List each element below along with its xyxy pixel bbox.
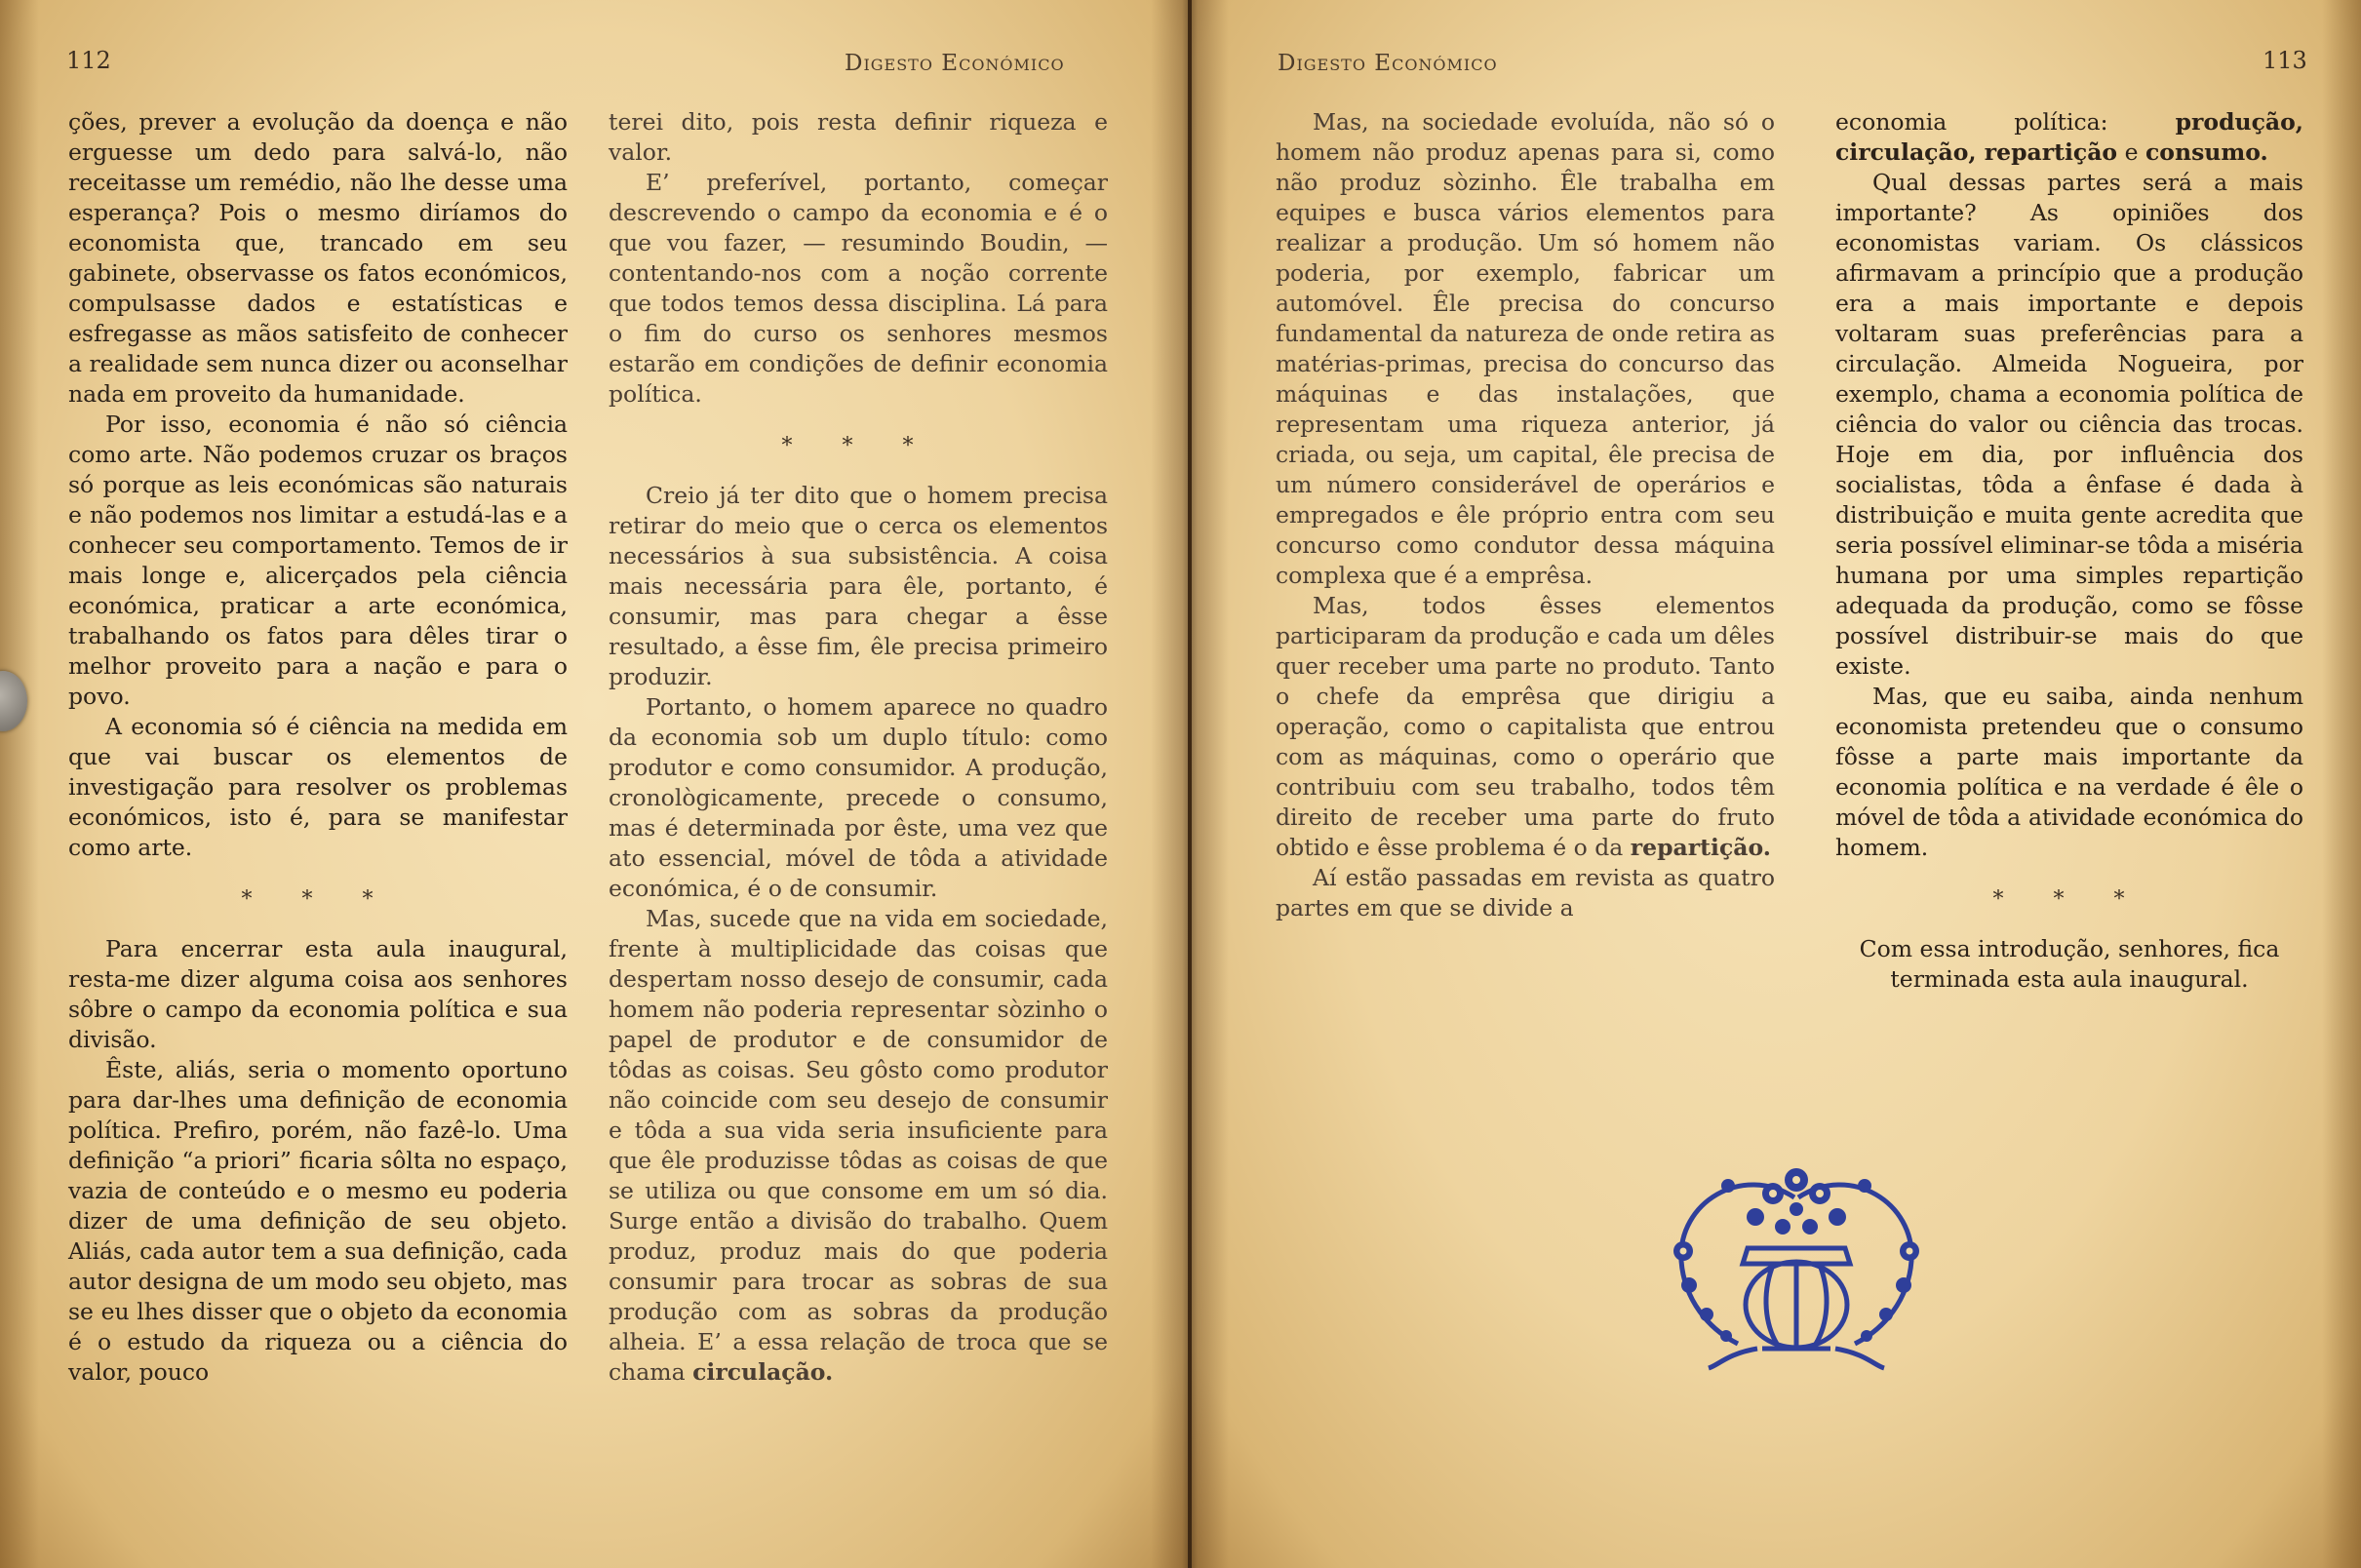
page-edge-shadow [2322,0,2361,1568]
paragraph: Mas, na sociedade evoluída, não só o homem não produz apenas para si, como não produz sòzinho. Êle trabalha em equipes e busca vários elementos para realizar a produção. Um só homem não poderia, por exemplo, fabricar um automóvel. Êle precisa do concurso fundamental da natureza de onde retira as matérias-primas, precisa do concurso das máquinas e das instalações, que representam uma riqueza anterior, já criada, ou seja, um capital, êle precisa de um número considerável de operários e empregados e êle próprio entra com seu concurso como condutor dessa máquina complexa que é a emprêsa. [1276,108,1775,589]
paragraph [1276,591,1775,863]
paragraph: Êste, aliás, seria o momento oportuno para dar-lhes uma definição de economia política. Prefiro, porém, não fazê-lo. Uma definição “a priori” ficaria sôlta no espaço, vazia de conteúdo e o mesmo eu poderia dizer de uma definição de seu objeto. Aliás, cada autor tem a sua definição, cada autor designa de um modo seu objeto, mas se eu lhes disser que o objeto da economia é o estudo da riqueza ou a ciência do valor, pouco [68,1056,568,1386]
bold-term: repartição. [1630,834,1771,861]
closing-paragraph: Com essa introdução, senhores, fica terminada esta aula inaugural. [1859,935,2280,993]
paragraph: Para encerrar esta aula inaugural, resta-me dizer alguma coisa aos senhores sôbre o campo da economia política e sua divisão. [68,935,568,1053]
paragraph: Mas, que eu saiba, ainda nenhum economista pretendeu que o consumo fôsse a parte mais importante da economia política e na verdade é êle o móvel de tôda a atividade económica do homem. [1835,683,2303,861]
paragraph: ções, prever a evolução da doença e não erguesse um dedo para salvá-lo, não receitasse um remédio, não lhe desse uma esperança? Pois o mesmo diríamos do economista que, trancado em seu gabinete, observasse os fatos económicos, compulsasse dados e estatísticas e esfregasse as mãos satisfeito de conhecer a realidade sem nunca dizer ou aconselhar nada em proveito da humanidade. [68,108,568,408]
left-page-column-2 [609,107,1108,1388]
section-separator: * * * [241,887,395,912]
book-gutter [1151,0,1229,1568]
left-page-column-1 [68,107,568,1388]
section-separator: * * * [1992,887,2146,912]
bold-term: consumo. [2145,138,2268,166]
running-head-left: Digesto Económico [845,51,1065,76]
page-number-right: 113 [2263,47,2307,74]
paragraph [1835,107,2303,168]
paragraph-text: economia política: [1835,108,2108,136]
paragraph: terei dito, pois resta definir riqueza e valor. [609,108,1108,166]
page-edge-shadow [0,0,39,1568]
paragraph: A economia só é ciência na medida em que vai buscar os elementos de investigação para resolver os problemas económicos, isto é, para se manifestar como arte. [68,713,568,861]
paragraph: Por isso, economia é não só ciência como arte. Não podemos cruzar os braços só porque as leis económicas são naturais e não podemos nos limitar a estudá-las e a conhecer seu comportamento. Temos de ir mais longe e, alicerçados pela ciência económica, praticar a arte económica, trabalhando os fatos para dêles tirar o melhor proveito para a nação e para o povo. [68,411,568,710]
page-number-left: 112 [66,47,111,74]
paragraph: Portanto, o homem aparece no quadro da economia sob um duplo título: como produtor e como consumidor. A produção, cronològicamente, precede o consumo, mas é determinada por êste, uma vez que ato essencial, móvel de tôda a atividade económica, é o de consumir. [609,693,1108,902]
paragraph: Aí estão passadas em revista as quatro partes em que se divide a [1276,864,1775,921]
paragraph-text: Mas, todos êsses elementos participaram da produção e cada um dêles quer receber uma parte no produto. Tanto o chefe da emprêsa que dirigiu a operação, como o capitalista que entrou com as máquinas, como o operário que contribuiu com seu trabalho, todos têm direito de receber uma parte do fruto obtido e êsse problema é o da [1276,592,1775,861]
paragraph: Qual dessas partes será a mais importante? As opiniões dos economistas variam. Os clássicos afirmavam a princípio que a produção era a mais importante e depois voltaram suas preferências para a circulação. Almeida Nogueira, por exemplo, chama a economia política de ciência do valor ou ciência das trocas. Hoje em dia, por influência dos socialistas, tôda a ênfase é dada à distribuição e muita gente acredita que seria possível eliminar-se tôda a miséria humana por uma simples repartição adequada da produção, como se fôsse possível distribuir-se mais do que existe. [1835,169,2303,680]
right-page-column-1 [1276,107,1775,923]
running-head-right: Digesto Económico [1278,51,1498,76]
flower-vase-ornament-icon [1650,1158,1943,1373]
paragraph-text: Mas, sucede que na vida em sociedade, frente à multiplicidade das coisas que despertam nosso desejo de consumir, cada homem não poderia representar sòzinho o papel de produtor e de consumidor de tôdas as coisas. Seu gôsto como produtor não coincide com seu desejo de consumir e tôda a sua vida seria insuficiente para que êle produzisse tôdas as coisas de que se utiliza ou que consome em um só dia. Surge então a divisão do trabalho. Quem produz, produz mais do que poderia consumir para trocar as sobras de sua produção com as sobras da produção alheia. E’ a essa relação de troca que se chama [609,905,1108,1386]
bold-term: circulação. [692,1358,834,1386]
paragraph: Creio já ter dito que o homem precisa retirar do meio que o cerca os elementos necessários à sua subsistência. A coisa mais necessária para êle, portanto, é consumir, mas para chegar a êsse resultado, a êsse fim, êle precisa primeiro produzir. [609,482,1108,690]
section-separator: * * * [781,434,935,458]
paragraph-text: e [2124,138,2139,166]
bold-term: produção, circulação, repartição [1835,108,2303,166]
right-page [1192,0,2361,1568]
paragraph [609,904,1108,1388]
right-page-column-2 [1835,107,2303,995]
paragraph: E’ preferível, portanto, começar descrevendo o campo da economia e é o que vou fazer, — resumindo Boudin, — contentando-nos com a noção corrente que todos temos dessa disciplina. Lá para o fim do curso os senhores mesmos estarão em condições de definir economia política. [609,169,1108,408]
